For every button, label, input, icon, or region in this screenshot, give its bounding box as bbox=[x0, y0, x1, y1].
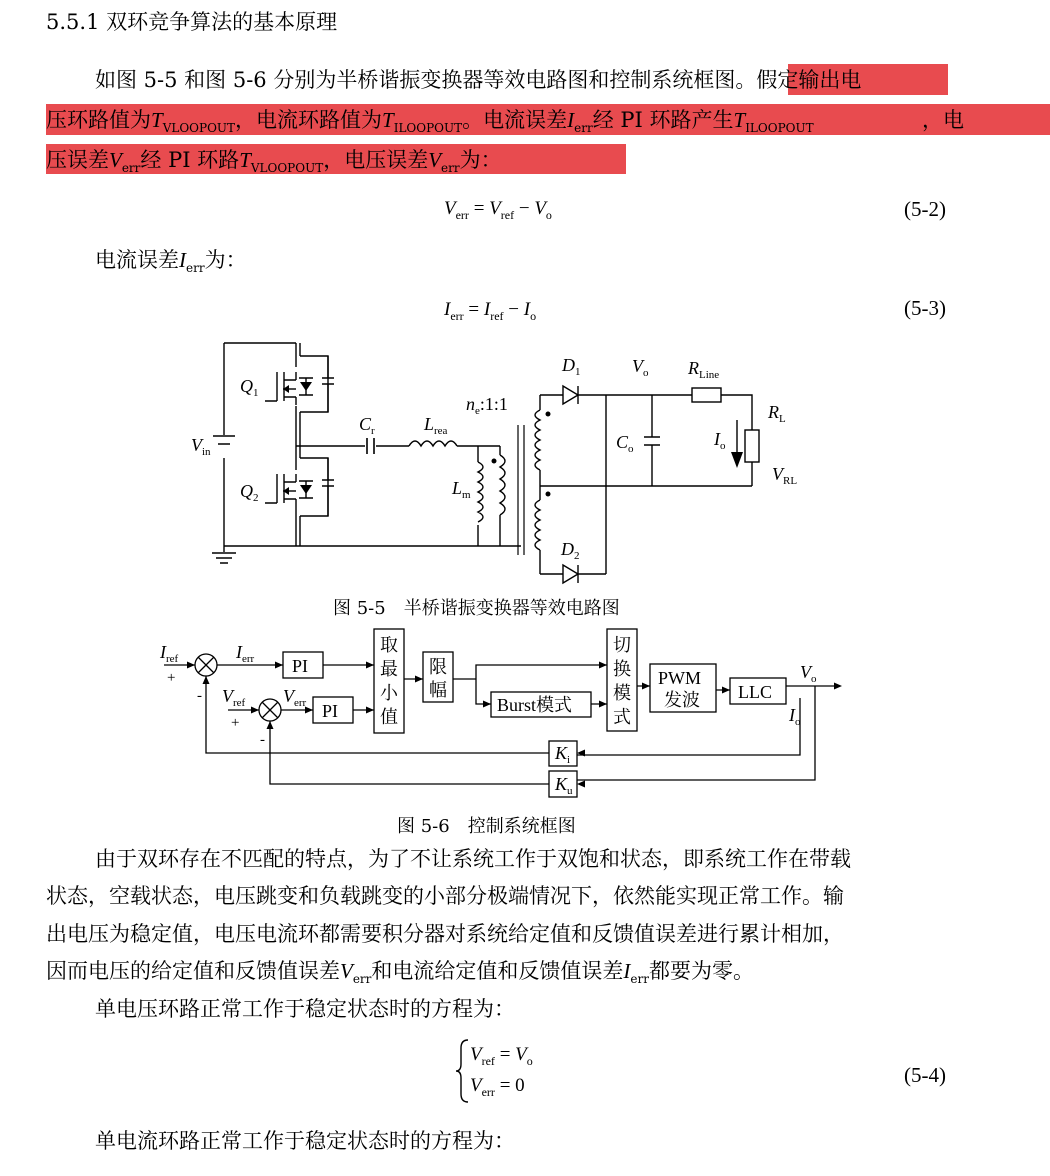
label-ku: $K_u$ bbox=[555, 774, 573, 797]
paragraph-dual-loop-line-2: 状态，空载状态，电压跳变和负载跳变的小部分极端情况下，依然能实现正常工作。输 bbox=[46, 884, 844, 908]
label-vin: $V_{in}$ bbox=[191, 435, 211, 458]
label-rl: $R_L$ bbox=[768, 402, 786, 425]
label-switch-mode: 模 bbox=[613, 683, 631, 703]
label-limit: 幅 bbox=[429, 680, 447, 700]
equation-5-4-row-1: $V_{ref} = V_o$ bbox=[470, 1044, 533, 1068]
paragraph-dual-loop-line-4: 因而电压的给定值和反馈值误差$V_{err}$和电流给定值和反馈值误差$I_{err}$都要为零。 bbox=[46, 959, 754, 986]
label-minus-1: - bbox=[197, 688, 202, 704]
label-iref: $I_{ref}$ bbox=[160, 642, 179, 665]
figure-5-5-circuit bbox=[0, 330, 1050, 590]
figure-5-5-caption: 图 5-5 半桥谐振变换器等效电路图 bbox=[333, 598, 620, 619]
label-switch-mode: 切 bbox=[613, 635, 631, 655]
label-pi-2: PI bbox=[322, 701, 339, 721]
label-llc: LLC bbox=[738, 682, 772, 702]
label-q2: $Q_2$ bbox=[240, 481, 259, 504]
label-verr: $V_{err}$ bbox=[283, 686, 307, 709]
label-vo: $V_o$ bbox=[800, 662, 817, 685]
label-vo: $V_o$ bbox=[632, 356, 649, 379]
paragraph-intro-line-3: 压误差$V_{err}$经 PI 环路$T_{VLOOPOUT}$，电压误差$V_{err}$为： bbox=[46, 148, 502, 175]
label-io: $I_o$ bbox=[714, 429, 726, 452]
section-heading: 5.5.1 双环竞争算法的基本原理 bbox=[46, 10, 338, 34]
label-ierr: $I_{err}$ bbox=[236, 642, 255, 665]
label-pwm: PWM bbox=[658, 668, 702, 688]
label-cr: $C_r$ bbox=[359, 414, 375, 437]
equation-5-4-row-2: $V_{err} = 0$ bbox=[470, 1075, 525, 1099]
label-vrl: $V_{RL}$ bbox=[772, 464, 798, 487]
paragraph-current-loop: 单电流环路正常工作于稳定状态时的方程为： bbox=[95, 1129, 515, 1153]
label-plus-1: + bbox=[167, 670, 176, 686]
label-ki: $K_i$ bbox=[555, 743, 571, 766]
label-turns-ratio: $n_e:1:1$ bbox=[466, 394, 508, 417]
equation-5-2: $V_{err} = V_{ref} - V_o$ bbox=[444, 198, 552, 222]
paragraph-voltage-loop: 单电压环路正常工作于稳定状态时的方程为： bbox=[95, 997, 515, 1021]
label-d2: $D_2$ bbox=[561, 539, 580, 562]
figure-5-6-block-diagram bbox=[0, 622, 1050, 812]
label-lm: $L_m$ bbox=[452, 478, 471, 501]
label-minus-2: - bbox=[260, 732, 265, 748]
label-lrea: $L_{rea}$ bbox=[424, 414, 448, 437]
label-take-min: 取 bbox=[380, 635, 398, 655]
equation-5-3: $I_{err} = I_{ref} - I_o$ bbox=[444, 299, 537, 323]
paragraph-dual-loop-line-1: 由于双环存在不匹配的特点，为了不让系统工作于双饱和状态，即系统工作在带载 bbox=[95, 847, 851, 871]
label-d1: $D_1$ bbox=[562, 355, 581, 378]
equation-number-5-4: (5-4) bbox=[904, 1063, 946, 1087]
label-io: $I_o$ bbox=[789, 705, 801, 728]
label-vref: $V_{ref}$ bbox=[222, 686, 246, 709]
label-limit: 限 bbox=[429, 657, 447, 677]
label-rline: $R_{Line}$ bbox=[688, 358, 720, 381]
figure-5-6-caption: 图 5-6 控制系统框图 bbox=[397, 816, 576, 837]
label-take-min: 最 bbox=[380, 659, 398, 679]
paragraph-intro-line-2: 压环路值为$T_{VLOOPOUT}$，电流环路值为$T_{ILOOPOUT}$。电流误差$I_{err}$经 PI 环路产生$T_{ILOOPOUT}$ ，电 bbox=[46, 108, 964, 135]
label-burst: Burst模式 bbox=[497, 695, 573, 715]
label-co: $C_o$ bbox=[616, 432, 634, 455]
equation-5-4-brace bbox=[455, 1038, 471, 1104]
label-plus-2: + bbox=[231, 715, 240, 731]
label-switch-mode: 换 bbox=[613, 659, 631, 679]
paragraph-current-error: 电流误差$I_{err}$为： bbox=[95, 248, 247, 275]
paragraph-intro-line-1: 如图 5-5 和图 5-6 分别为半桥谐振变换器等效电路图和控制系统框图。假定输出电 bbox=[95, 68, 862, 92]
equation-number-5-3: (5-3) bbox=[904, 296, 946, 320]
label-pwm: 发波 bbox=[664, 690, 700, 710]
label-q1: $Q_1$ bbox=[240, 376, 259, 399]
equation-number-5-2: (5-2) bbox=[904, 197, 946, 221]
label-pi-1: PI bbox=[292, 656, 309, 676]
label-take-min: 值 bbox=[380, 707, 398, 727]
paragraph-dual-loop-line-3: 出电压为稳定值，电压电流环都需要积分器对系统给定值和反馈值误差进行累计相加， bbox=[46, 922, 844, 946]
label-take-min: 小 bbox=[380, 683, 398, 703]
label-switch-mode: 式 bbox=[613, 707, 631, 727]
